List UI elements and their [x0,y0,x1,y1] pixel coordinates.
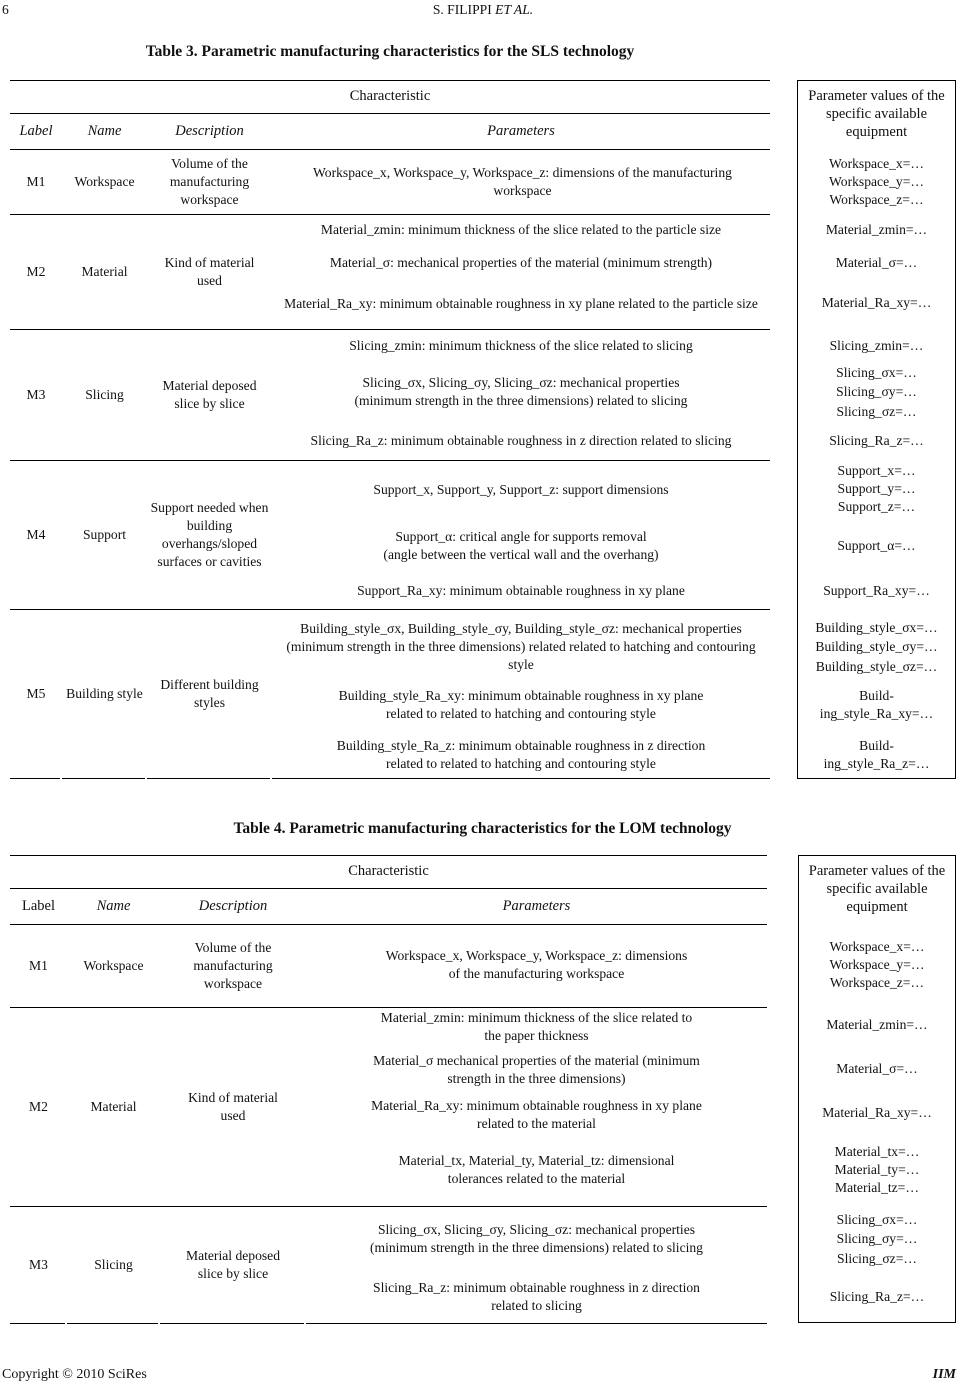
row-name: Slicing [94,1257,133,1272]
row-parameter: Support_α: critical angle for supports removal (angle between the vertical wall and the overhang) [383,529,659,562]
footer-journal: IIM [932,1367,956,1382]
row-label: M3 [29,1257,48,1272]
running-header [0,2,966,18]
table4-group-header: Characteristic [348,863,429,879]
row-value: Slicing_zmin=… [829,338,924,353]
table3-col-label: Label [19,123,53,139]
table4-caption: Table 4. Parametric manufacturing characteristics for the LOM technology [233,820,732,837]
row-name: Workspace [83,958,144,973]
row-parameter: Support_Ra_xy: minimum obtainable roughness in xy plane [357,583,685,598]
row-name: Material [90,1099,137,1114]
table3-right-header: Parameter values of the specific available equipment [808,88,945,140]
footer-copyright: Copyright © 2010 SciRes [2,1367,147,1382]
row-parameter: Slicing_Ra_z: minimum obtainable roughness in z direction related to slicing [373,1280,700,1313]
row-description: Volume of the manufacturing workspace [193,940,273,991]
row-value: Material_Ra_xy=… [822,1105,932,1120]
row-name: Support [82,527,127,542]
row-description: Kind of material used [188,1090,278,1123]
row-parameter: Support_x, Support_y, Support_z: support dimensions [373,482,669,497]
table4-right-header: Parameter values of the specific available equipment [808,863,946,915]
running-title: S. FILIPPI [432,2,492,17]
table4-col-description: Description [198,898,268,914]
row-value: Build- ing_style_Ra_z=… [823,738,930,771]
table3-col-name: Name [87,123,122,139]
row-parameter: Workspace_x, Workspace_y, Workspace_z: dimensions of the manufacturing workspace [313,165,732,198]
row-value: Slicing_Ra_z=… [829,433,924,448]
row-value: Material_σ=… [836,1061,918,1076]
row-value: Material_σ=… [835,255,918,270]
row-description: Material deposed slice by slice [186,1248,280,1281]
row-label: M4 [26,527,46,542]
row-label: M1 [29,958,48,973]
row-value: Material_zmin=… [826,1017,928,1032]
row-description: Kind of material used [164,255,255,288]
row-parameter: Material_Ra_xy: minimum obtainable roughness in xy plane related to the material [371,1098,702,1131]
row-value: Building_style_σx=… Building_style_σy=… Building_style_σz=… [815,619,938,674]
row-description: Volume of the manufacturing workspace [169,156,250,207]
row-label: M1 [26,174,46,189]
row-value: Slicing_σx=… Slicing_σy=… Slicing_σz=… [836,364,917,419]
row-value: Material_tx=… Material_ty=… Material_tz=… [834,1144,920,1195]
row-label: M2 [26,264,46,279]
row-parameter: Material_zmin: minimum thickness of the slice related to the paper thickness [380,1010,693,1043]
row-parameter: Slicing_zmin: minimum thickness of the slice related to slicing [349,338,693,353]
row-parameter: Building_style_σx, Building_style_σy, Building_style_σz: mechanical properties (minimum strength in the three dimensions) related related to hatching and contouring style [286,621,756,672]
row-value: Build- ing_style_Ra_xy=… [819,688,934,721]
row-name: Workspace [74,174,135,189]
row-value: Material_Ra_xy=… [821,295,932,310]
row-value: Support_α=… [837,538,916,553]
row-value: Slicing_Ra_z=… [829,1289,925,1304]
row-value: Support_Ra_xy=… [823,583,930,598]
table4-col-name: Name [96,898,131,914]
row-parameter: Material_zmin: minimum thickness of the slice related to the particle size [320,222,722,237]
table3-group-header: Characteristic [349,88,431,104]
row-value: Slicing_σx=… Slicing_σy=… Slicing_σz=… [836,1211,918,1266]
row-parameter: Slicing_Ra_z: minimum obtainable roughness in z direction related to slicing [310,433,732,448]
table3-caption: Table 3. Parametric manufacturing characteristics for the SLS technology [145,43,635,60]
row-parameter: Slicing_σx, Slicing_σy, Slicing_σz: mechanical properties (minimum strength in the three dimensions) related to slicing [370,1222,703,1255]
row-description: Support needed when building overhangs/sloped surfaces or cavities [150,500,269,569]
row-label: M2 [29,1099,48,1114]
table4-col-parameters: Parameters [502,898,571,914]
row-value: Workspace_x=… Workspace_y=… Workspace_z=… [829,939,925,990]
row-label: M3 [26,387,46,402]
row-parameter: Slicing_σx, Slicing_σy, Slicing_σz: mechanical properties (minimum strength in the three dimensions) related to slicing [354,375,688,408]
row-parameter: Building_style_Ra_xy: minimum obtainable roughness in xy plane related to related to hatching and contouring style [338,688,704,721]
row-value: Material_zmin=… [825,222,928,237]
row-parameter: Material_tx, Material_ty, Material_tz: dimensional tolerances related to the material [398,1153,675,1186]
row-label: M5 [26,686,46,701]
row-name: Building style [66,686,143,701]
row-parameter: Material_Ra_xy: minimum obtainable roughness in xy plane related to the particle size [284,296,758,311]
table3-col-parameters: Parameters [487,123,555,139]
table4-col-label: Label [21,898,55,914]
row-description: Material deposed slice by slice [162,378,257,411]
row-parameter: Workspace_x, Workspace_y, Workspace_z: dimensions of the manufacturing workspace [385,948,688,981]
page-number: 6 [2,2,9,17]
row-parameter: Material_σ: mechanical properties of the material (minimum strength) [329,255,713,270]
row-name: Slicing [85,387,124,402]
row-name: Material [81,264,128,279]
row-parameter: Building_style_Ra_z: minimum obtainable roughness in z direction related to related to hatching and contouring style [336,738,706,771]
table3-col-description: Description [175,123,244,139]
running-title-italic: ET AL. [495,2,534,17]
row-value: Support_x=… Support_y=… Support_z=… [837,463,916,514]
row-description: Different building styles [160,677,259,710]
row-parameter: Material_σ mechanical properties of the material (minimum strength in the three dimensions) [373,1053,700,1086]
row-value: Workspace_x=… Workspace_y=… Workspace_z=… [829,156,924,207]
